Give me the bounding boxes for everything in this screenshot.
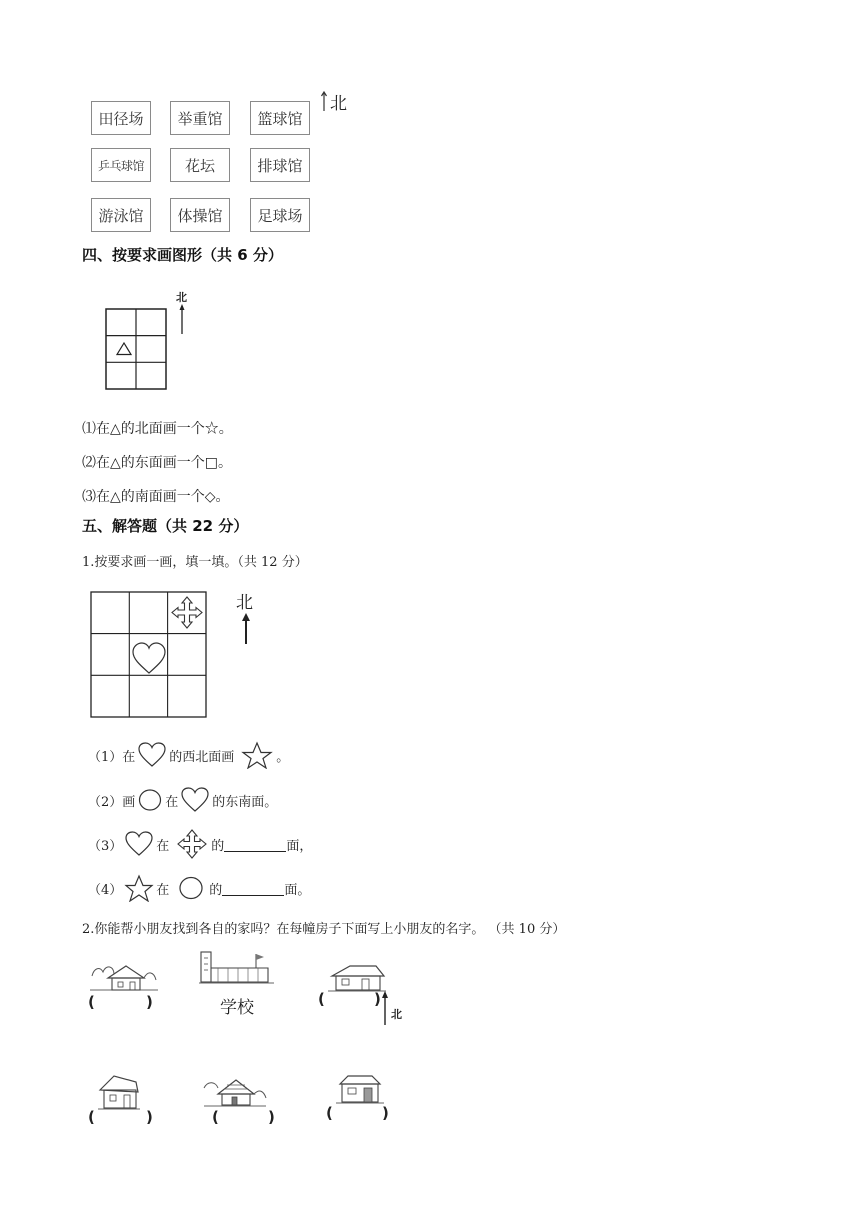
venue-flower-bed: 花坛: [170, 148, 230, 182]
venue-gymnastics-hall: 体操馆: [170, 198, 230, 232]
section4-instruction-1: ⑴在△的北面画一个☆。: [82, 421, 233, 437]
house-icon: [334, 1072, 386, 1106]
q1-line3-end: 面，: [286, 838, 313, 854]
q2-prompt: 2.你能帮小朋友找到各自的家吗？在每幢房子下面写上小朋友的名字。 （共 10 分）: [82, 922, 566, 937]
house4-paren-open: (: [212, 1108, 219, 1126]
q1-line4-de: 的: [209, 882, 223, 898]
q1-line3-de: 的: [211, 838, 225, 854]
q2-north-label: 北: [391, 1008, 402, 1021]
q1-north-arrow-icon: [241, 612, 251, 645]
q1-line1-mid: 的西北面画: [169, 749, 235, 765]
section4-title: 四、按要求画图形（共 6 分）: [82, 246, 283, 264]
venue-volleyball-hall: 排球馆: [250, 148, 310, 182]
north-label: 北: [330, 94, 347, 114]
venue-table-tennis-hall: 乒乓球馆: [91, 148, 151, 182]
section4-instruction-3: ⑶在△的南面画一个◇。: [82, 489, 230, 505]
house3-paren-open: (: [88, 1108, 95, 1126]
star-icon: [124, 874, 154, 902]
q1-line-4: [88, 871, 310, 905]
section4-north-label: 北: [176, 291, 187, 304]
section4-instruction-2: ⑵在△的东面画一个□。: [82, 455, 232, 471]
circle-icon: [177, 875, 207, 901]
heart-icon: [124, 830, 154, 858]
q1-line1-num: （1）在: [88, 749, 136, 765]
house-icon: [88, 958, 160, 994]
house5-paren-close: ): [382, 1104, 389, 1122]
q1-line4-blank[interactable]: [222, 881, 284, 896]
q1-grid: [90, 591, 208, 719]
house2-paren-close: ): [374, 990, 381, 1008]
venue-weightlifting-hall: 举重馆: [170, 101, 230, 135]
venue-swimming-hall: 游泳馆: [91, 198, 151, 232]
q1-line2-end: 的东南面。: [212, 794, 278, 810]
house3-paren-close: ): [146, 1108, 153, 1126]
q1-line2-num: （2）画: [88, 794, 136, 810]
q1-line-2: [88, 783, 277, 817]
house4-paren-close: ): [268, 1108, 275, 1126]
q1-line3-blank[interactable]: [224, 837, 286, 852]
q1-line-1: [88, 738, 289, 772]
house1-paren-close: ): [146, 993, 153, 1011]
four-way-arrow-icon: [177, 829, 209, 859]
q1-line3-num: （3）: [88, 838, 123, 854]
north-arrow-icon: [320, 90, 328, 112]
house2-paren-open: (: [318, 990, 325, 1008]
school-icon: [198, 950, 276, 986]
q1-line4-mid: 在: [156, 882, 170, 898]
section4-grid: [105, 308, 167, 390]
q1-line2-mid: 在: [165, 794, 179, 810]
star-icon: [240, 741, 274, 769]
triangle-icon: [117, 343, 131, 355]
venue-basketball-hall: 篮球馆: [250, 101, 310, 135]
q1-line1-end: 。: [276, 749, 290, 765]
q1-line3-mid: 在: [156, 838, 170, 854]
q1-prompt: 1.按要求画一画，填一填。（共 12 分）: [82, 555, 308, 570]
section4-north-arrow-icon: [178, 303, 186, 335]
house-icon: [96, 1072, 142, 1112]
house1-paren-open: (: [88, 993, 95, 1011]
q2-north-arrow-icon: [381, 990, 389, 1026]
q1-north-label: 北: [236, 593, 253, 613]
heart-icon: [137, 741, 167, 769]
venue-football-field: 足球场: [250, 198, 310, 232]
house-icon: [202, 1074, 268, 1110]
heart-icon: [180, 786, 210, 814]
q1-line-3: [88, 827, 312, 861]
house5-paren-open: (: [326, 1104, 333, 1122]
circle-icon: [137, 788, 163, 812]
q1-line4-num: （4）: [88, 882, 123, 898]
venue-track-field: 田径场: [91, 101, 151, 135]
section5-title: 五、解答题（共 22 分）: [82, 517, 249, 535]
q1-line4-end: 面。: [284, 882, 311, 898]
school-label: 学校: [220, 998, 254, 1018]
